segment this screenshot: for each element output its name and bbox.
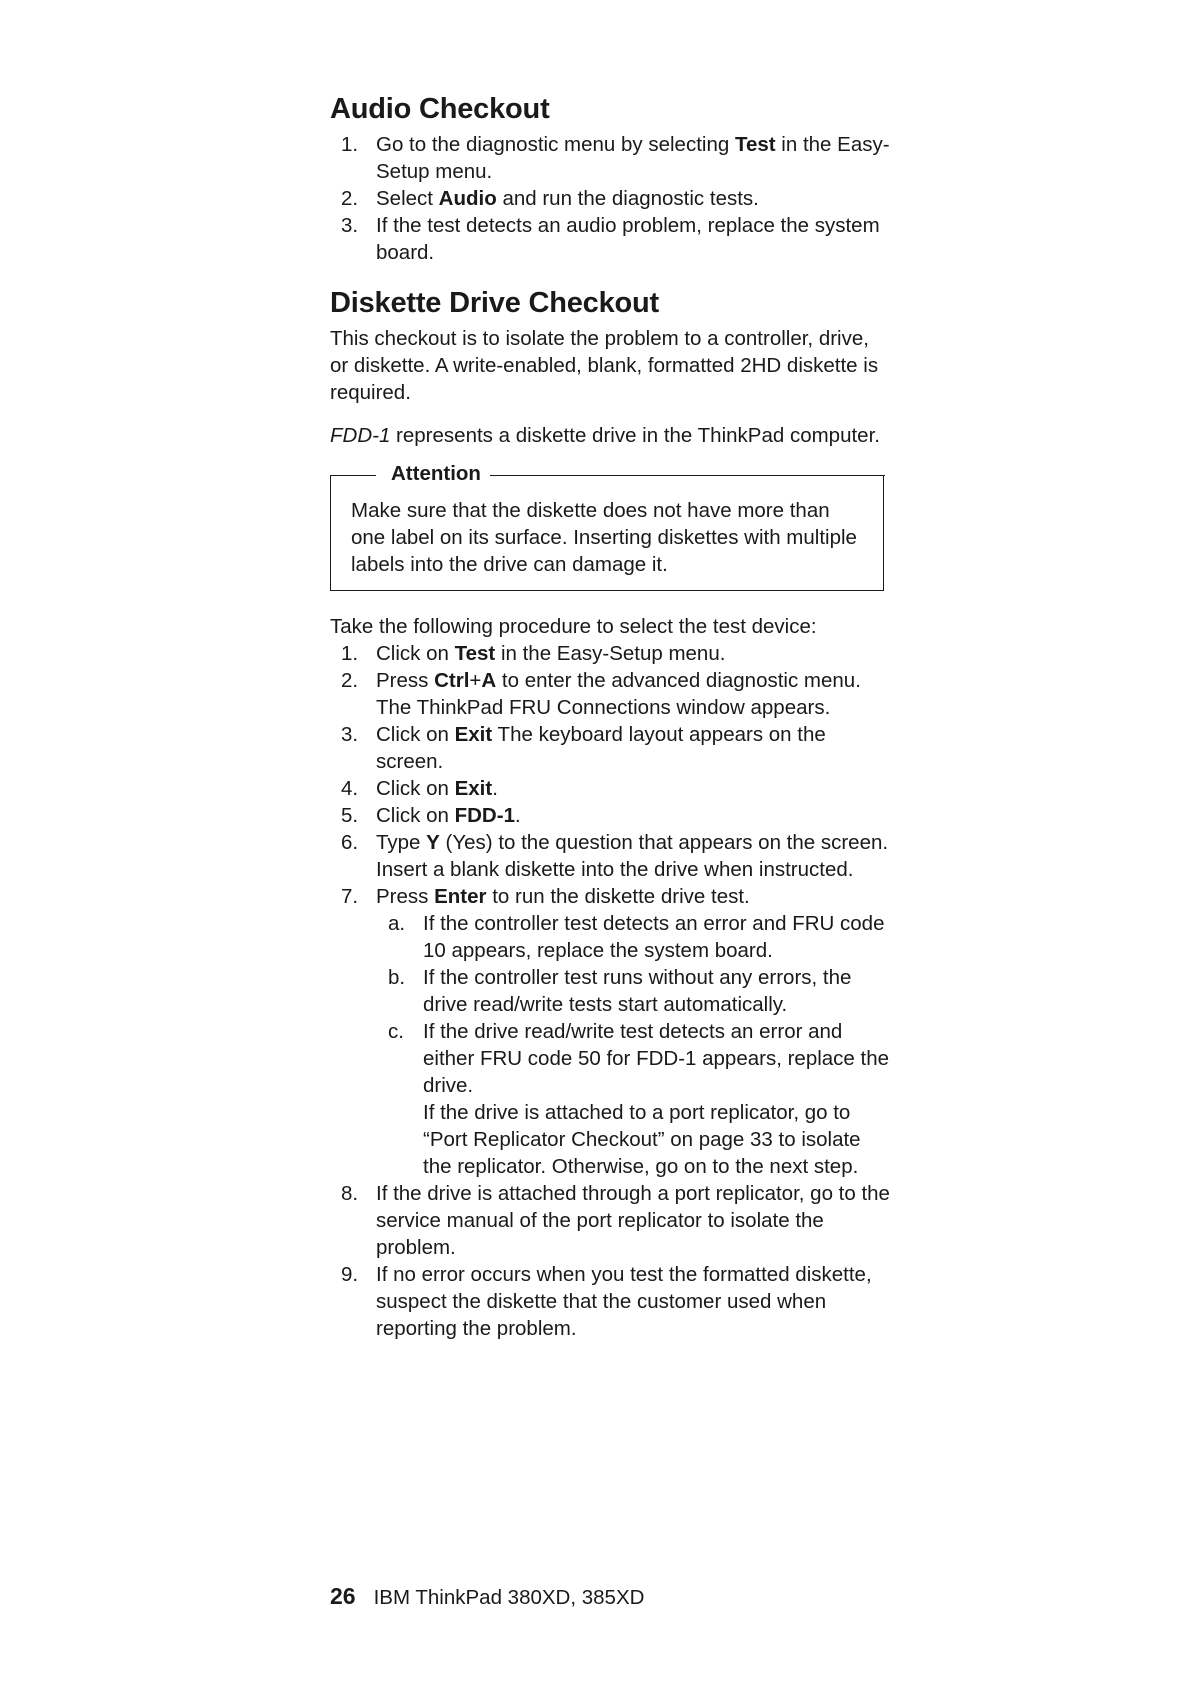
procedure-intro: Take the following procedure to select the test device:: [330, 615, 817, 638]
list-item: 6. Type Y (Yes) to the question that appears on the screen. Insert a blank diskette into the drive when instructed.: [341, 831, 889, 881]
port-replicator-reference: If the drive is attached to a port replicator, go to “Port Replicator Checkout” on page 33 to isolate the replicator. Otherwise, go on to the next step.: [423, 1101, 861, 1178]
list-item: a. If the controller test detects an error and FRU code 10 appears, replace the system board.: [388, 912, 885, 962]
attention-text: Make sure that the diskette does not have more than one label on its surface. Inserting diskettes with multiple labels into the drive can damage it.: [351, 499, 857, 576]
list-item: b. If the controller test runs without any errors, the drive read/write tests start automatically.: [388, 966, 852, 1016]
list-item: 3. Click on Exit The keyboard layout appears on the screen.: [341, 723, 826, 773]
list-item: 8. If the drive is attached through a port replicator, go to the service manual of the port replicator to isolate the problem.: [341, 1182, 890, 1259]
list-item: 5. Click on FDD-1.: [341, 804, 521, 827]
page-number: 26: [330, 1583, 356, 1609]
fdd-term: FDD-1: [330, 424, 391, 447]
list-item: 4. Click on Exit.: [341, 777, 498, 800]
page-footer: [330, 1583, 644, 1610]
attention-box: [330, 462, 884, 591]
diskette-checkout-heading: Diskette Drive Checkout: [330, 287, 660, 319]
diskette-intro-paragraph: This checkout is to isolate the problem to a controller, drive, or diskette. A write-enabled, blank, formatted 2HD diskette is required.: [330, 327, 879, 404]
attention-rule-left: [330, 475, 376, 476]
page-content: [330, 92, 890, 1342]
list-item: 3. If the test detects an audio problem, replace the system board.: [341, 214, 880, 264]
audio-steps-list: [330, 131, 890, 266]
list-item: 2. Select Audio and run the diagnostic tests.: [341, 187, 759, 210]
list-item: 7. Press Enter to run the diskette drive test. a. If the controller test detects an error and FRU code 10 appears, replace the system board. b. If the controller test runs without any errors, the drive read/write tests start automatically. c. If the drive read/write test detects an error and either FRU code 50 for FDD-1 appears, replace the drive. If the drive is attached to a port replicator, go to “Port Replicator Checkout” on page 33 to isolate the replicator. Otherwise, go on to the next step.: [341, 885, 890, 1178]
diskette-steps-list: [330, 640, 890, 1342]
list-item: 1. Click on Test in the Easy-Setup menu.: [341, 642, 726, 665]
attention-label: Attention: [387, 460, 485, 487]
list-item: 1. Go to the diagnostic menu by selecting Test in the Easy-Setup menu.: [341, 133, 890, 183]
attention-rule-right: [490, 475, 885, 476]
list-item: c. If the drive read/write test detects an error and either FRU code 50 for FDD-1 appears, replace the drive. If the drive is attached to a port replicator, go to “Port Replicator Checkout” on page 33 to isolate the replicator. Otherwise, go on to the next step.: [388, 1020, 890, 1178]
list-item: 9. If no error occurs when you test the formatted diskette, suspect the diskette that the customer used when reporting the problem.: [341, 1263, 872, 1340]
fdd-definition-paragraph: FDD-1 represents a diskette drive in the ThinkPad computer.: [330, 424, 880, 447]
list-item: 2. Press Ctrl+A to enter the advanced diagnostic menu. The ThinkPad FRU Connections window appears.: [341, 669, 861, 719]
audio-checkout-heading: Audio Checkout: [330, 93, 550, 125]
book-title: IBM ThinkPad 380XD, 385XD: [373, 1586, 645, 1609]
diskette-substeps-list: [376, 910, 890, 1180]
